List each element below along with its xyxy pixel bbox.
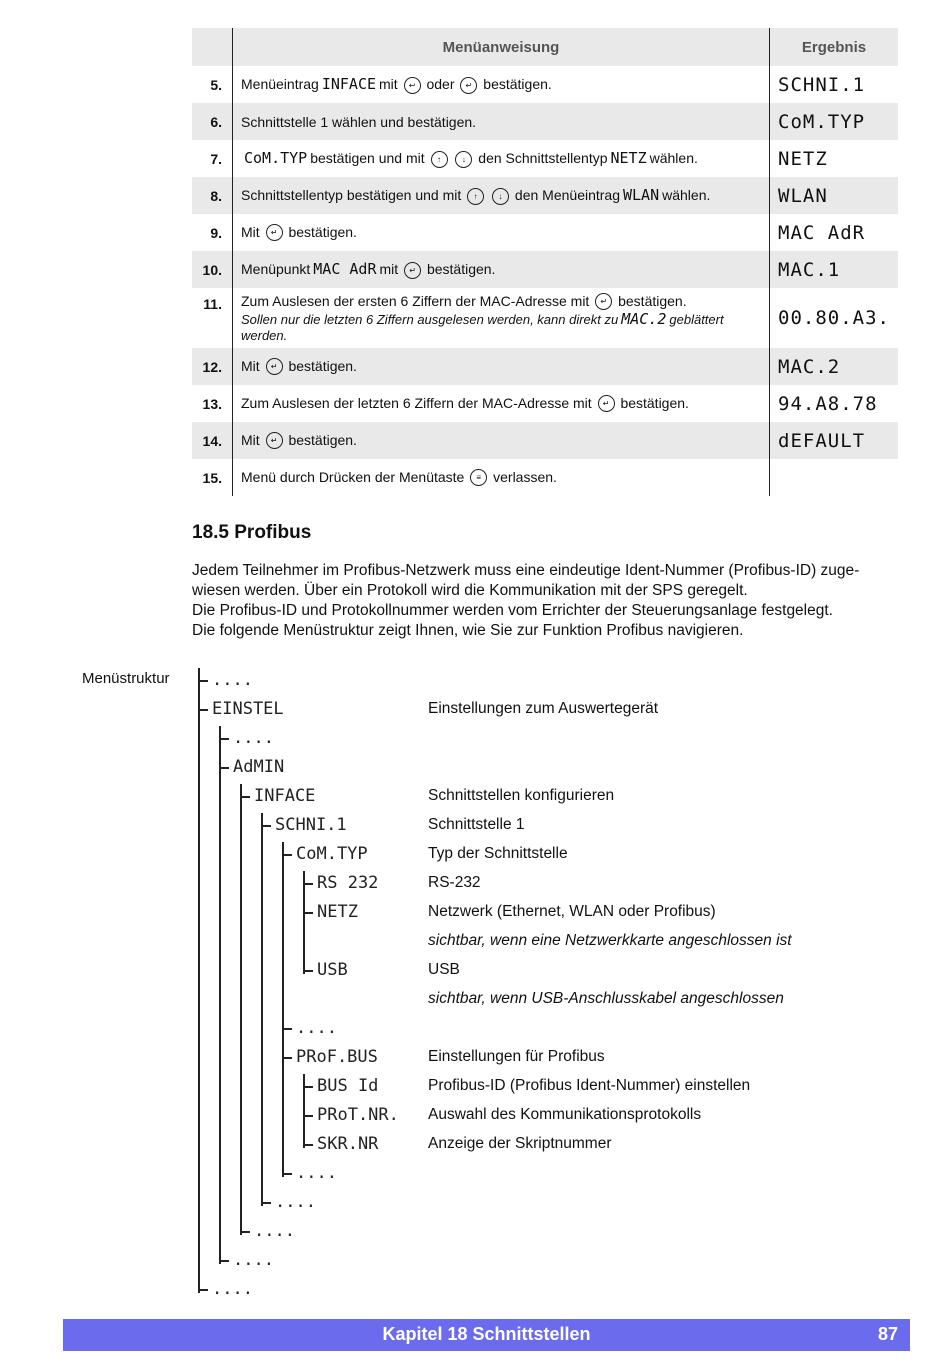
result-value: 94.A8.78 xyxy=(770,385,898,422)
tree-connector xyxy=(303,1115,313,1117)
header-result: Ergebnis xyxy=(770,28,898,66)
menu-key-icon: ≡ xyxy=(470,469,487,486)
tree-item-code: .... xyxy=(296,1163,337,1183)
tree-connector xyxy=(282,1057,292,1059)
enter-key-icon: ↵ xyxy=(266,224,283,241)
enter-key-icon: ↵ xyxy=(460,77,477,94)
tree-item-description: sichtbar, wenn eine Netzwerkkarte angeschlossen ist xyxy=(428,932,792,949)
tree-item-code: .... xyxy=(233,1250,274,1270)
tree-item-code: AdMIN xyxy=(233,757,285,777)
zero-up-key-icon: ↑ xyxy=(467,188,484,205)
table-row: 9. Mit ↵ bestätigen. MAC AdR xyxy=(192,214,898,251)
tree-item-description: RS-232 xyxy=(428,874,481,891)
tree-item-description: Profibus-ID (Profibus Ident-Nummer) einstellen xyxy=(428,1077,751,1094)
tree-connector xyxy=(282,842,284,1177)
tree-item-code: .... xyxy=(212,1279,253,1299)
enter-key-icon: ↵ xyxy=(266,432,283,449)
tree-connector xyxy=(282,1028,292,1030)
tree-connector xyxy=(261,1202,271,1204)
enter-key-icon: ↵ xyxy=(595,293,612,310)
table-row: 12. Mit ↵ bestätigen. MAC.2 xyxy=(192,348,898,385)
table-row: 11. Zum Auslesen der ersten 6 Ziffern der MAC-Adresse mit ↵ bestätigen. Sollen nur die letzten 6 Ziffern ausgelesen werden, kann direkt zu MAC.2 geblättert werden. 00.80.A3. xyxy=(192,288,898,348)
tree-item-description: Anzeige der Skriptnummer xyxy=(428,1135,612,1152)
tree-item-code: .... xyxy=(212,670,253,690)
tree-item-description: Schnittstelle 1 xyxy=(428,816,525,833)
tree-item-code: .... xyxy=(233,728,274,748)
header-num xyxy=(192,28,233,66)
tree-item-code: INFACE xyxy=(254,786,316,806)
tree-connector xyxy=(219,738,229,740)
tree-connector xyxy=(240,1231,250,1233)
tree-item-description: Schnittstellen konfigurieren xyxy=(428,787,615,804)
tree-connector xyxy=(219,1260,229,1262)
tree-connector xyxy=(261,825,271,827)
table-row: 14. Mit ↵ bestätigen. dEFAULT xyxy=(192,422,898,459)
tree-item-description: Netzwerk (Ethernet, WLAN oder Profibus) xyxy=(428,903,716,920)
back-icon: ↩ xyxy=(404,77,421,94)
result-value: MAC.2 xyxy=(770,348,898,385)
result-value: MAC.1 xyxy=(770,251,898,288)
tare-down-key-icon: ↓ xyxy=(455,151,472,168)
result-value: CoM.TYP xyxy=(770,103,898,140)
result-value: dEFAULT xyxy=(770,422,898,459)
tree-connector xyxy=(198,709,208,711)
result-value: MAC AdR xyxy=(770,214,898,251)
tree-item-code: PRoT.NR. xyxy=(317,1105,399,1125)
result-value: 00.80.A3. xyxy=(770,288,898,348)
tree-connector xyxy=(261,813,263,1206)
tree-item-code: USB xyxy=(317,960,348,980)
page-footer xyxy=(63,1319,910,1351)
chapter-title: Kapitel 18 Schnittstellen xyxy=(382,1324,591,1344)
note-text: Sollen nur die letzten 6 Ziffern ausgelesen werden, kann direkt zu MAC.2 geblättert werden. xyxy=(241,310,724,344)
table-row: 13. Zum Auslesen der letzten 6 Ziffern der MAC-Adresse mit ↵ bestätigen. 94.A8.78 xyxy=(192,385,898,422)
tree-item-description: Einstellungen für Profibus xyxy=(428,1048,605,1065)
table-row: 5. Menüeintrag INFACE mit ↩ oder ↵ bestätigen. SCHNI.1 xyxy=(192,66,898,103)
tree-connector xyxy=(303,912,313,914)
enter-key-icon: ↵ xyxy=(404,262,421,279)
section-paragraph: Jedem Teilnehmer im Profibus-Netzwerk muss eine eindeutige Ident-Nummer (Profibus-ID) zuge- wiesen werden. Über ein Protokoll wird die Kommunikation mit der SPS geregelt. Die Profibus-ID und Protokollnummer werden vom Errichter der Steuerungsanlage festgelegt. Die folgende Menüstruktur zeigt Ihnen, wie Sie zur Funktion Profibus navigieren. xyxy=(192,562,860,639)
tree-item-description: Einstellungen zum Auswertegerät xyxy=(428,700,659,717)
tree-item-code: .... xyxy=(275,1192,316,1212)
header-instruction: Menüanweisung xyxy=(233,28,770,66)
tree-item-description: sichtbar, wenn USB-Anschlusskabel angeschlossen xyxy=(428,990,784,1007)
table-row: 15. Menü durch Drücken der Menütaste ≡ verlassen. xyxy=(192,459,898,496)
tree-item-description: Typ der Schnittstelle xyxy=(428,845,568,862)
tree-connector xyxy=(282,1173,292,1175)
tree-item-code: BUS Id xyxy=(317,1076,379,1096)
tree-item-code: EINSTEL xyxy=(212,699,284,719)
tree-connector xyxy=(219,767,229,769)
tree-item-code: SKR.NR xyxy=(317,1134,379,1154)
tree-item-code: SCHNI.1 xyxy=(275,815,347,835)
zero-up-key-icon: ↑ xyxy=(431,151,448,168)
enter-key-icon: ↵ xyxy=(266,358,283,375)
result-value: NETZ xyxy=(770,140,898,177)
tree-item-code: CoM.TYP xyxy=(296,844,368,864)
tree-connector xyxy=(303,1144,313,1146)
section-title: 18.5 Profibus xyxy=(192,522,312,543)
result-value xyxy=(770,459,898,496)
table-row: 8. Schnittstellentyp bestätigen und mit ↑ ↓ den Menüeintrag WLAN wählen. WLAN xyxy=(192,177,898,214)
tree-connector xyxy=(240,796,250,798)
tree-item-code: .... xyxy=(296,1018,337,1038)
tree-connector xyxy=(198,668,200,1293)
instruction-table xyxy=(192,28,898,496)
enter-key-icon: ↵ xyxy=(598,395,615,412)
tree-connector xyxy=(198,680,208,682)
tare-down-key-icon: ↓ xyxy=(492,188,509,205)
result-value: SCHNI.1 xyxy=(770,66,898,103)
tree-item-code: .... xyxy=(254,1221,295,1241)
tree-connector xyxy=(303,883,313,885)
tree-connector xyxy=(303,1086,313,1088)
tree-connector xyxy=(282,854,292,856)
table-row: 7. CoM.TYP bestätigen und mit ↑ ↓ den Schnittstellentyp NETZ wählen. NETZ xyxy=(192,140,898,177)
page-number: 87 xyxy=(877,1324,898,1344)
tree-item-code: PRoF.BUS xyxy=(296,1047,378,1067)
tree-item-code: RS 232 xyxy=(317,873,379,893)
tree-item-description: Auswahl des Kommunikationsprotokolls xyxy=(428,1106,702,1123)
table-row: 10. Menüpunkt MAC AdR mit ↵ bestätigen. MAC.1 xyxy=(192,251,898,288)
menu-structure-label: Menüstruktur xyxy=(82,670,170,687)
tree-connector xyxy=(303,871,305,974)
tree-connector xyxy=(240,784,242,1235)
tree-connector xyxy=(198,1289,208,1291)
table-header xyxy=(192,28,898,66)
tree-item-description: USB xyxy=(428,961,460,978)
tree-connector xyxy=(303,970,313,972)
tree-item-code: NETZ xyxy=(317,902,358,922)
tree-connector xyxy=(219,726,221,1264)
table-row: 6. Schnittstelle 1 wählen und bestätigen. CoM.TYP xyxy=(192,103,898,140)
result-value: WLAN xyxy=(770,177,898,214)
